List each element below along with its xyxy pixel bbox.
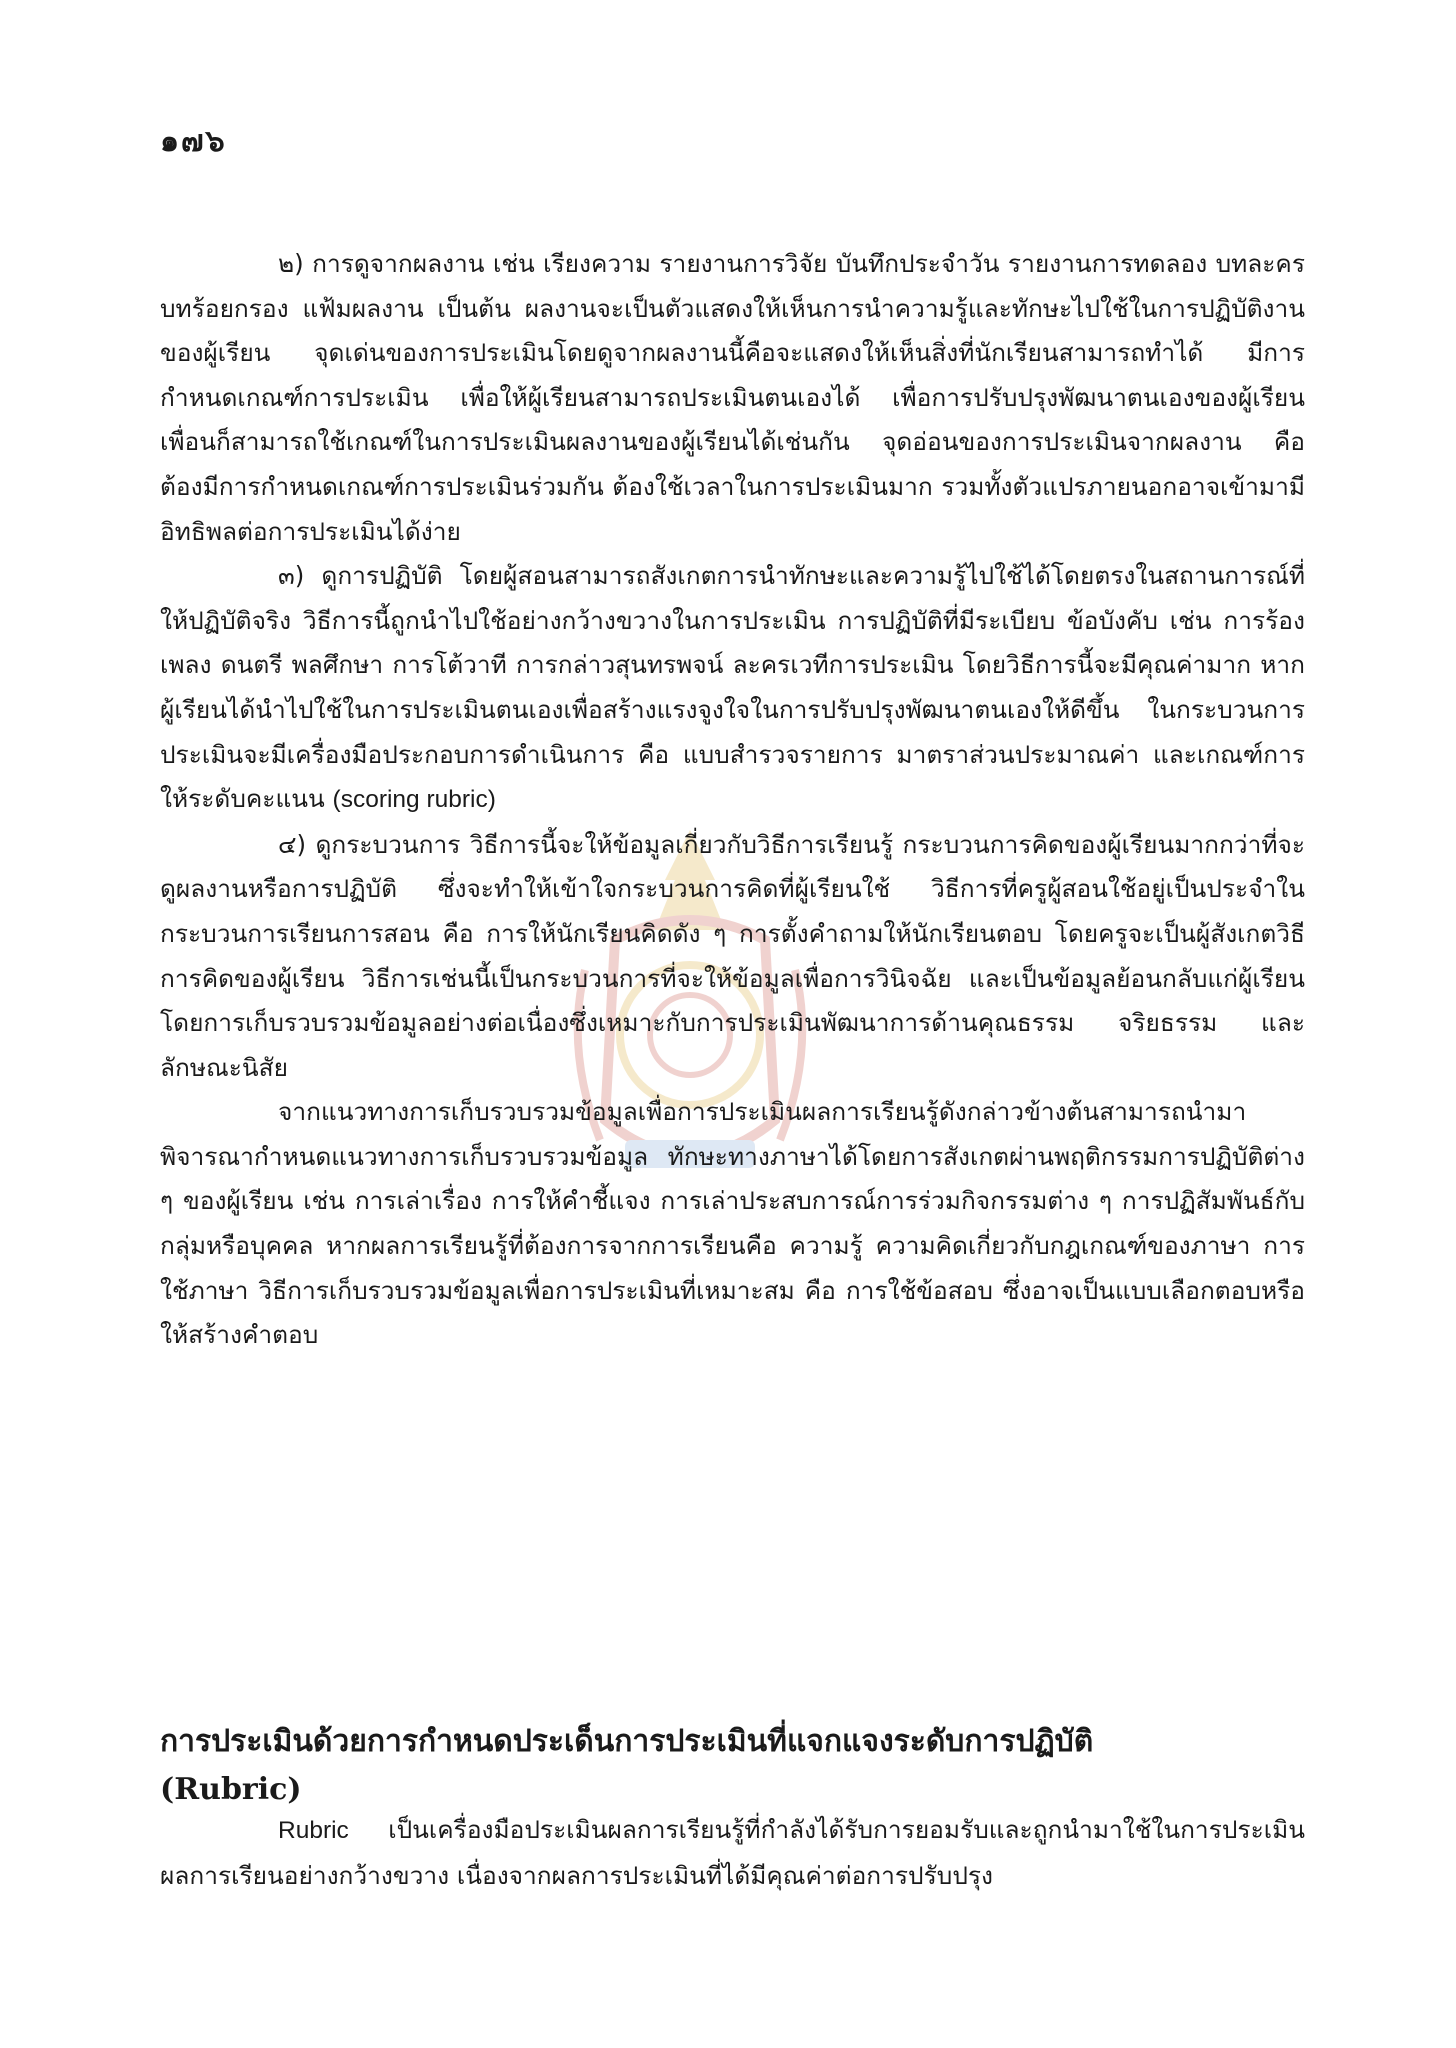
rubric-paragraph: [160, 1808, 1305, 1898]
section-body: [160, 1808, 1305, 1898]
paragraph-item-2: ๒) การดูจากผลงาน เช่น เรียงความ รายงานการวิจัย บันทึกประจำวัน รายงานการทดลอง บทละคร บทร้อยกรอง แฟ้มผลงาน เป็นต้น ผลงานจะเป็นตัวแสดงให้เห็นการนำความรู้และทักษะไปใช้ในการปฏิบัติงานของผู้เรียน จุดเด่นของการประเมินโดยดูจากผลงานนี้คือจะแสดงให้เห็นสิ่งที่นักเรียนสามารถทำได้ มีการกำหนดเกณฑ์การประเมิน เพื่อให้ผู้เรียนสามารถประเมินตนเองได้ เพื่อการปรับปรุงพัฒนาตนเองของผู้เรียน เพื่อนก็สามารถใช้เกณฑ์ในการประเมินผลงานของผู้เรียนได้เช่นกัน จุดอ่อนของการประเมินจากผลงาน คือ ต้องมีการกำหนดเกณฑ์การประเมินร่วมกัน ต้องใช้เวลาในการประเมินมาก รวมทั้งตัวแปรภายนอกอาจเข้ามามีอิทธิพลต่อการประเมินได้ง่าย: [160, 249, 1305, 546]
paragraph-3-text: ๓) ดูการปฏิบัติ โดยผู้สอนสามารถสังเกตการนำทักษะและความรู้ไปใช้ได้โดยตรงในสถานการณ์ที่ให้ปฏิบัติจริง วิธีการนี้ถูกนำไปใช้อย่างกว้างขวางในการประเมิน การปฏิบัติที่มีระเบียบ ข้อบังคับ เช่น การร้องเพลง ดนตรี พลศึกษา การโต้วาที การกล่าวสุนทรพจน์ ละครเวทีการประเมิน โดยวิธีการนี้จะมีคุณค่ามาก หากผู้เรียนได้นำไปใช้ในการประเมินตนเองเพื่อสร้างแรงจูงใจในการปรับปรุงพัฒนาตนเองให้ดีขึ้น ในกระบวนการประเมินจะมีเครื่องมือประกอบการดำเนินการ คือ แบบสำรวจรายการ มาตราส่วนประมาณค่า และเกณฑ์การให้ระดับคะแนน: [160, 561, 1305, 814]
section-heading-line-1: การประเมินด้วยการกำหนดประเด็นการประเมินที่แจกแจงระดับการปฏิบัติ: [160, 1724, 1094, 1759]
scoring-rubric-term: (scoring rubric): [332, 786, 496, 814]
rubric-lead-word: Rubric: [278, 1817, 349, 1844]
section-heading-line-2: (Rubric): [160, 1772, 302, 1807]
section-heading: [160, 1718, 1310, 1814]
paragraph-item-3: [160, 554, 1305, 823]
page-number: ๑๗๖: [160, 124, 227, 159]
paragraph-item-5: จากแนวทางการเก็บรวบรวมข้อมูลเพื่อการประเมินผลการเรียนรู้ดังกล่าวข้างต้นสามารถนำมาพิจารณากำหนดแนวทางการเก็บรวบรวมข้อมูล ทักษะทางภาษาได้โดยการสังเกตผ่านพฤติกรรมการปฏิบัติต่าง ๆ ของผู้เรียน เช่น การเล่าเรื่อง การให้คำชี้แจง การเล่าประสบการณ์การร่วมกิจกรรมต่าง ๆ การปฏิสัมพันธ์กับกลุ่มหรือบุคคล หากผลการเรียนรู้ที่ต้องการจากการเรียนคือ ความรู้ ความคิดเกี่ยวกับกฎเกณฑ์ของภาษา การใช้ภาษา วิธีการเก็บรวบรวมข้อมูลเพื่อการประเมินที่เหมาะสม คือ การใช้ข้อสอบ ซึ่งอาจเป็นแบบเลือกตอบหรือให้สร้างคำตอบ: [160, 1097, 1305, 1350]
paragraph-item-4: ๔) ดูกระบวนการ วิธีการนี้จะให้ข้อมูลเกี่ยวกับวิธีการเรียนรู้ กระบวนการคิดของผู้เรียนมากกว่าที่จะดูผลงานหรือการปฏิบัติ ซึ่งจะทำให้เข้าใจกระบวนการคิดที่ผู้เรียนใช้ วิธีการที่ครูผู้สอนใช้อยู่เป็นประจำในกระบวนการเรียนการสอน คือ การให้นักเรียนคิดดัง ๆ การตั้งคำถามให้นักเรียนตอบ โดยครูจะเป็นผู้สังเกตวิธีการคิดของผู้เรียน วิธีการเช่นนี้เป็นกระบวนการที่จะให้ข้อมูลเพื่อการวินิจฉัย และเป็นข้อมูลย้อนกลับแก่ผู้เรียน โดยการเก็บรวบรวมข้อมูลอย่างต่อเนื่องซึ่งเหมาะกับการประเมินพัฒนาการด้านคุณธรรม จริยธรรม และลักษณะนิสัย: [160, 829, 1305, 1082]
rubric-paragraph-text: เป็นเครื่องมือประเมินผลการเรียนรู้ที่กำลังได้รับการยอมรับและถูกนำมาใช้ในการประเมินผลการเรียนอย่างกว้างขวาง เนื่องจากผลการประเมินที่ได้มีคุณค่าต่อการปรับปรุง: [160, 1815, 1305, 1890]
body-text-block: [160, 242, 1305, 1358]
